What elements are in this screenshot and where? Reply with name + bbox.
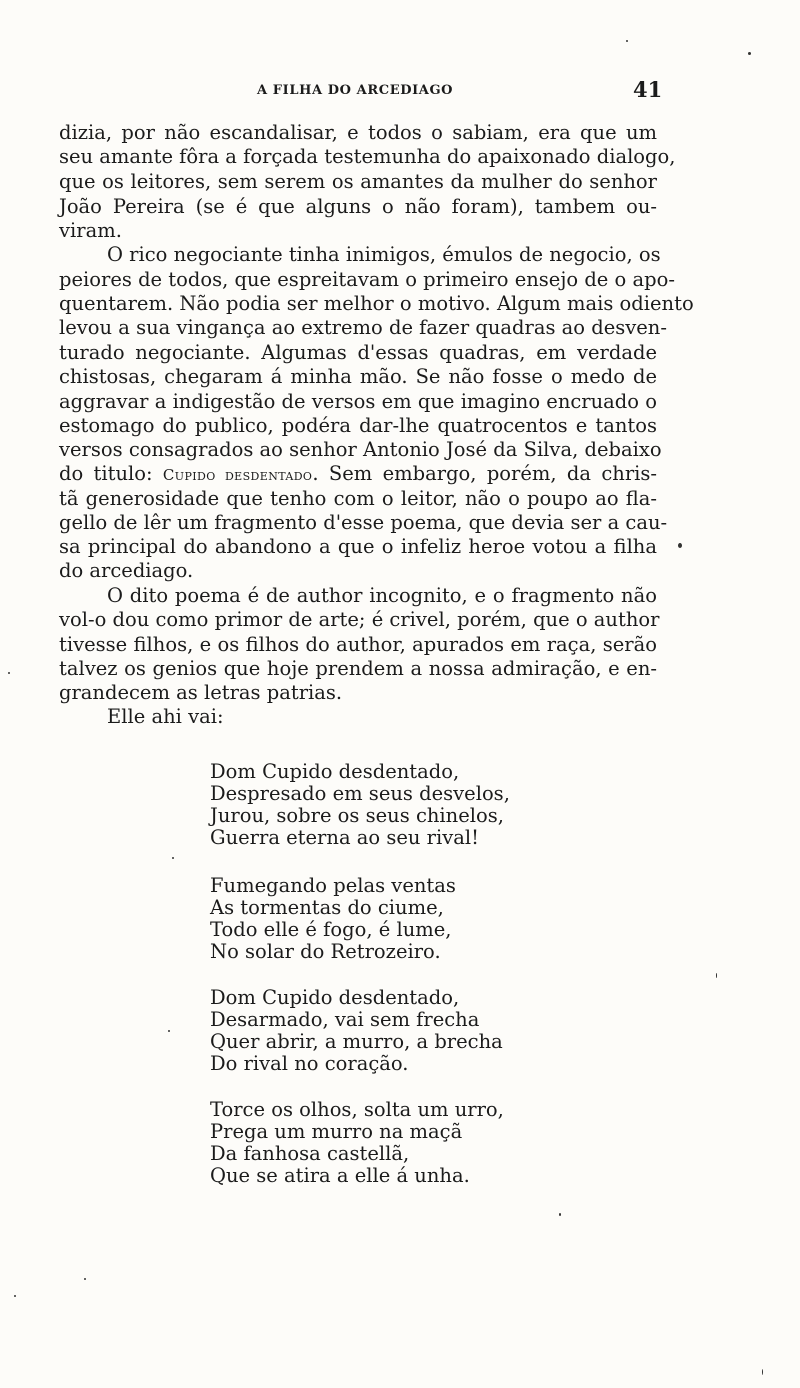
scan-speck bbox=[716, 973, 717, 978]
scan-speck bbox=[559, 1213, 561, 1216]
scan-speck bbox=[748, 52, 751, 55]
verse-line: Fumegando pelas ventas bbox=[210, 874, 456, 897]
text-line: do arcediago. bbox=[59, 559, 194, 582]
verse-line: Desarmado, vai sem frecha bbox=[210, 1008, 480, 1031]
scan-speck bbox=[678, 543, 682, 548]
text-line-start: do titulo: bbox=[59, 462, 163, 485]
text-line: tivesse filhos, e os filhos do author, apurados em raça, serão bbox=[59, 633, 657, 656]
text-line: talvez os genios que hoje prendem a nossa admiração, e en- bbox=[59, 657, 657, 680]
text-line: tã generosidade que tenho com o leitor, não o poupo ao fla- bbox=[59, 487, 657, 510]
text-line: turado negociante. Algumas d'essas quadras, em verdade bbox=[59, 341, 657, 364]
scan-speck bbox=[84, 1278, 86, 1280]
verse-line: Dom Cupido desdentado, bbox=[210, 760, 460, 783]
scan-speck bbox=[172, 857, 174, 859]
text-line: O rico negociante tinha inimigos, émulos de negocio, os bbox=[107, 243, 661, 266]
running-title: A FILHA DO ARCEDIAGO bbox=[257, 83, 454, 98]
verse-line: As tormentas do ciume, bbox=[210, 896, 444, 919]
poem-title-caps: Cupido desdentado bbox=[162, 466, 313, 484]
scan-speck bbox=[14, 1295, 16, 1297]
text-line: chistosas, chegaram á minha mão. Se não fosse o medo de bbox=[59, 365, 657, 388]
text-line: João Pereira (se é que alguns o não foram), tambem ou- bbox=[59, 195, 657, 218]
verse-line: Quer abrir, a murro, a brecha bbox=[210, 1030, 503, 1053]
text-line: Elle ahi vai: bbox=[107, 705, 224, 728]
verse-line: No solar do Retrozeiro. bbox=[210, 940, 441, 963]
verse-line: Torce os olhos, solta um urro, bbox=[210, 1098, 504, 1121]
verse-line: Jurou, sobre os seus chinelos, bbox=[210, 804, 504, 827]
verse-line: Da fanhosa castellã, bbox=[210, 1142, 410, 1165]
text-line: aggravar a indigestão de versos em que imagino encruado o bbox=[59, 390, 657, 413]
running-header bbox=[0, 77, 800, 105]
verse-line: Dom Cupido desdentado, bbox=[210, 986, 460, 1009]
text-line: viram. bbox=[59, 219, 122, 242]
scan-speck bbox=[8, 672, 10, 674]
verse-line: Do rival no coração. bbox=[210, 1052, 409, 1075]
verse-line: Despresado em seus desvelos, bbox=[210, 782, 510, 805]
scan-speck bbox=[762, 1369, 763, 1375]
text-line: vol-o dou como primor de arte; é crivel, porém, que o author bbox=[59, 608, 660, 631]
text-line: grandecem as letras patrias. bbox=[59, 681, 343, 704]
text-line-rest: . Sem embargo, porém, da chris- bbox=[312, 462, 658, 485]
verse-line: Guerra eterna ao seu rival! bbox=[210, 826, 479, 849]
text-line: estomago do publico, podéra dar-lhe quatrocentos e tantos bbox=[59, 414, 657, 437]
text-line: O dito poema é de author incognito, e o fragmento não bbox=[107, 584, 657, 607]
verse-line: Que se atira a elle á unha. bbox=[210, 1164, 470, 1187]
text-line: seu amante fôra a forçada testemunha do apaixonado dialogo, bbox=[59, 145, 676, 168]
scan-speck bbox=[626, 40, 628, 42]
scan-speck bbox=[168, 1030, 170, 1032]
text-line: quentarem. Não podia ser melhor o motivo. Algum mais odiento bbox=[59, 292, 694, 315]
text-line bbox=[59, 462, 657, 486]
text-line: sa principal do abandono a que o infeliz heroe votou a filha bbox=[59, 535, 657, 558]
text-line: peiores de todos, que espreitavam o primeiro ensejo de o apo- bbox=[59, 268, 675, 291]
text-line: dizia, por não escandalisar, e todos o sabiam, era que um bbox=[59, 121, 657, 144]
text-line: versos consagrados ao senhor Antonio José da Silva, debaixo bbox=[59, 438, 662, 461]
text-line: gello de lêr um fragmento d'esse poema, que devia ser a cau- bbox=[59, 511, 668, 534]
verse-line: Todo elle é fogo, é lume, bbox=[210, 918, 452, 941]
verse-line: Prega um murro na maçã bbox=[210, 1120, 463, 1143]
text-line: que os leitores, sem serem os amantes da mulher do senhor bbox=[59, 170, 657, 193]
page-number: 41 bbox=[633, 77, 663, 102]
text-line: levou a sua vingança ao extremo de fazer quadras ao desven- bbox=[59, 316, 667, 339]
